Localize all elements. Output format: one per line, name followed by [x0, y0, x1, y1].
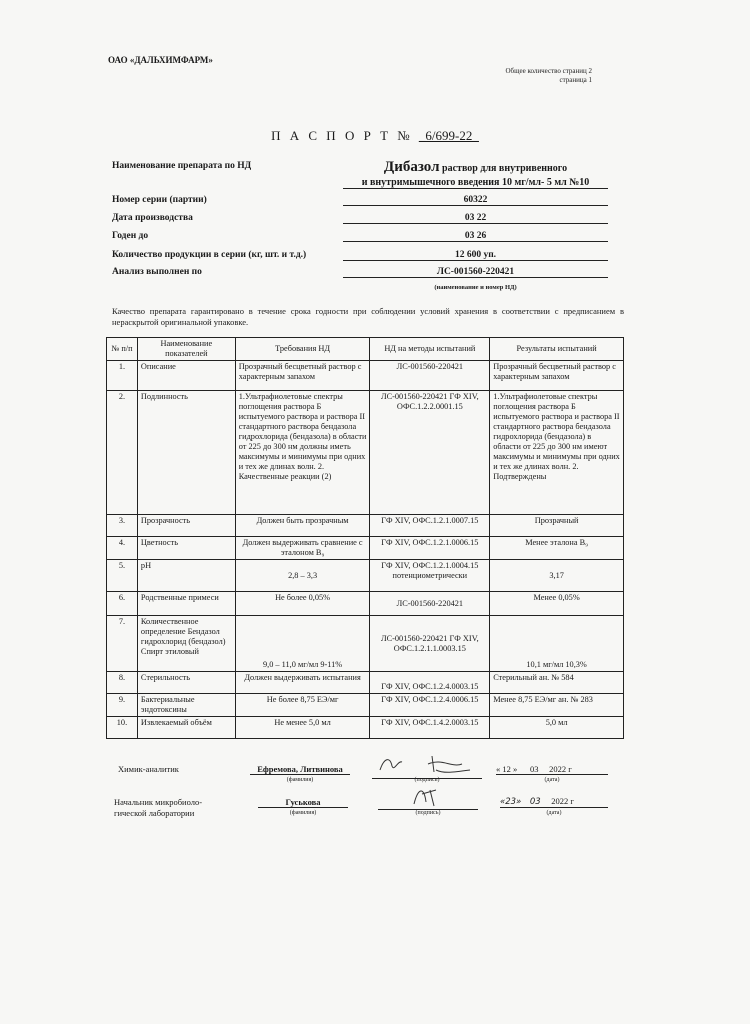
- head-date-day: «23»: [500, 797, 522, 807]
- chemist-signature-line: [372, 748, 482, 779]
- production-date-label: Дата производства: [112, 213, 193, 223]
- row-requirement: Не более 0,05%: [235, 592, 370, 616]
- row-result: 3,17: [490, 560, 624, 592]
- row-number: 5.: [107, 560, 138, 592]
- row-requirement: Не более 8,75 ЕЭ/мг: [235, 694, 370, 717]
- total-pages: Общее количество страниц 2: [505, 67, 592, 75]
- analysis-caption: (наименование и номер НД): [434, 284, 517, 291]
- title-label: П А С П О Р Т №: [271, 128, 413, 143]
- page-count: [506, 67, 593, 85]
- row-indicator: pH: [137, 560, 235, 592]
- row-method: ГФ XIV, ОФС.1.4.2.0003.15: [370, 717, 490, 739]
- chemist-date-day: « 12 »: [496, 764, 518, 774]
- row-result: Прозрачный: [490, 515, 624, 537]
- row-requirement: 9,0 – 11,0 мг/мл 9-11%: [235, 616, 370, 672]
- row-indicator: Описание: [137, 361, 235, 391]
- quality-statement: Качество препарата гарантировано в течение срока годности при соблюдении условий хранения в соответствии с предписанием в нераскрытой оригинальной упаковке.: [112, 306, 624, 327]
- table-row: [107, 717, 624, 739]
- head-name: Гуськова: [258, 797, 348, 808]
- table-row: [107, 391, 624, 515]
- row-number: 4.: [107, 537, 138, 560]
- head-date-caption: (дата): [546, 810, 562, 816]
- row-number: 1.: [107, 361, 138, 391]
- quantity-label: Количество продукции в серии (кг, шт. и т.д.): [112, 250, 307, 260]
- row-result: Менее 0,05%: [490, 592, 624, 616]
- row-method: ЛС-001560-220421: [370, 592, 490, 616]
- head-label-2: гической лаборатории: [114, 808, 195, 818]
- expiry-label: Годен до: [112, 231, 149, 241]
- row-result: 1.Ультрафиолетовые спектры поглощения раствора Б испытуемого раствора и раствора II стандартного раствора бендазола гидрохлорида (бендазола) в области от 225 до 300 нм имеют максимумы и минимумы при одних и тех же длинах волн. 2. Подтверждены: [490, 391, 624, 515]
- results-table: [106, 337, 624, 739]
- row-requirement: 2,8 – 3,3: [235, 560, 370, 592]
- table-row: [107, 616, 624, 672]
- row-indicator: Бактериальные эндотоксины: [137, 694, 235, 717]
- head-date: [500, 796, 608, 808]
- head-signature-caption: (подпись): [415, 810, 441, 816]
- row-method: ГФ XIV, ОФС.1.2.4.0006.15: [370, 694, 490, 717]
- production-date-value: 03 22: [343, 213, 608, 224]
- analysis-value: ЛС-001560-220421: [343, 267, 608, 278]
- row-number: 10.: [107, 717, 138, 739]
- row-result: Менее 8,75 ЕЭ/мг ан. № 283: [490, 694, 624, 717]
- header-requirements: Требования НД: [235, 338, 370, 361]
- head-date-month: 03: [529, 797, 541, 807]
- row-number: 3.: [107, 515, 138, 537]
- head-surname-caption: (фамилия): [289, 810, 317, 816]
- chemist-date-year: 2022 г: [549, 764, 572, 774]
- product-name-label: Наименование препарата по НД: [112, 161, 252, 171]
- row-result: 10,1 мг/мл 10,3%: [490, 616, 624, 672]
- row-result: 5,0 мл: [490, 717, 624, 739]
- row-result: Стерильный ан. № 584: [490, 672, 624, 694]
- table-row: [107, 592, 624, 616]
- row-requirement: Должен выдерживать испытания: [235, 672, 370, 694]
- chemist-name: Ефремова, Литвинова: [250, 764, 350, 775]
- page-number: страница 1: [559, 76, 592, 84]
- row-indicator: Прозрачность: [137, 515, 235, 537]
- row-requirement: Прозрачный бесцветный раствор с характерным запахом: [235, 361, 370, 391]
- head-signature: [378, 782, 478, 809]
- row-method: ГФ XIV, ОФС.1.2.4.0003.15: [370, 672, 490, 694]
- table-row: [107, 560, 624, 592]
- product-name-line1: [343, 158, 608, 176]
- product-name: Дибазол: [383, 159, 440, 175]
- series-label: Номер серии (партии): [112, 195, 207, 205]
- header-indicator: Наименование показателей: [137, 338, 235, 361]
- analysis-label: Анализ выполнен по: [112, 267, 202, 277]
- row-method: ГФ XIV, ОФС.1.2.1.0007.15: [370, 515, 490, 537]
- head-label-1: Начальник микробиоло-: [114, 797, 203, 807]
- chemist-signature-caption: (подпись): [414, 777, 440, 783]
- row-number: 2.: [107, 391, 138, 515]
- expiry-value: 03 26: [343, 231, 608, 242]
- row-indicator: Цветность: [137, 537, 235, 560]
- row-method: ЛС-001560-220421: [370, 361, 490, 391]
- quantity-value: 12 600 уп.: [343, 250, 608, 261]
- table-row: [107, 361, 624, 391]
- passport-number: _6/699-22_: [418, 128, 479, 143]
- chemist-signature: [372, 748, 482, 778]
- chemist-surname-caption: (фамилия): [286, 777, 314, 783]
- row-number: 7.: [107, 616, 138, 672]
- table-header-row: [107, 338, 624, 361]
- row-requirement: Должен быть прозрачным: [235, 515, 370, 537]
- row-number: 8.: [107, 672, 138, 694]
- company-name: ОАО «ДАЛЬХИМФАРМ»: [108, 55, 213, 65]
- chemist-label: Химик-аналитик: [118, 764, 179, 774]
- header-results: Результаты испытаний: [490, 338, 624, 361]
- chemist-date-caption: (дата): [544, 777, 560, 783]
- product-name-line2: и внутримышечного введения 10 мг/мл- 5 мл №10: [343, 177, 608, 189]
- product-form: раствор для внутривенного: [439, 163, 568, 174]
- document-title: [0, 128, 750, 144]
- row-indicator: Подлинность: [137, 391, 235, 515]
- row-requirement: Не менее 5,0 мл: [235, 717, 370, 739]
- row-indicator: Родственные примеси: [137, 592, 235, 616]
- row-method: ЛС-001560-220421 ГФ XIV, ОФС.1.2.1.1.0003.15: [370, 616, 490, 672]
- head-signature-line: [378, 782, 478, 810]
- row-method: ЛС-001560-220421 ГФ XIV, ОФС.1.2.2.0001.15: [370, 391, 490, 515]
- table-row: [107, 537, 624, 560]
- head-date-year: 2022 г: [551, 796, 574, 806]
- row-method: ГФ XIV, ОФС.1.2.1.0006.15: [370, 537, 490, 560]
- header-methods: НД на методы испытаний: [370, 338, 490, 361]
- chemist-date: [496, 764, 608, 775]
- row-number: 9.: [107, 694, 138, 717]
- row-result: Прозрачный бесцветный раствор с характерным запахом: [490, 361, 624, 391]
- table-row: [107, 672, 624, 694]
- row-method: ГФ XIV, ОФС.1.2.1.0004.15 потенциометрически: [370, 560, 490, 592]
- row-requirement: Должен выдерживать сравнение с эталоном B₉: [235, 537, 370, 560]
- series-value: 60322: [343, 195, 608, 206]
- row-indicator: Извлекаемый объём: [137, 717, 235, 739]
- row-result: Менее эталона B₉: [490, 537, 624, 560]
- chemist-date-month: 03: [530, 764, 539, 774]
- table-row: [107, 694, 624, 717]
- row-indicator: Стерильность: [137, 672, 235, 694]
- header-number: № п/п: [107, 338, 138, 361]
- row-number: 6.: [107, 592, 138, 616]
- table-row: [107, 515, 624, 537]
- row-requirement: 1.Ультрафиолетовые спектры поглощения раствора Б испытуемого раствора и раствора II стандартного раствора бендазола гидрохлорида (бендазола) в области от 225 до 300 нм должны иметь максимумы и минимумы при одних и тех же длинах волн. 2. Качественные реакции (2): [235, 391, 370, 515]
- row-indicator: Количественное определение Бендазол гидрохлорид (бендазол) Спирт этиловый: [137, 616, 235, 672]
